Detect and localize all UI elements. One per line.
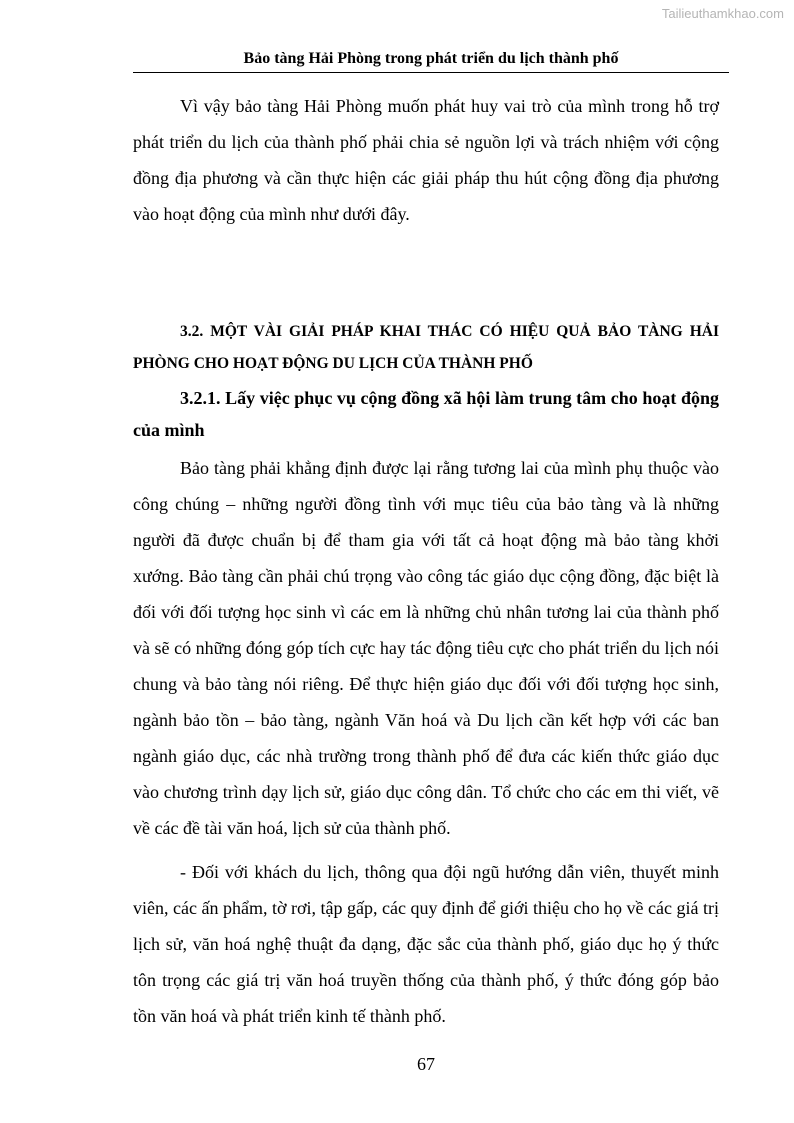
page-content [133,88,719,1034]
subsection-heading: 3.2.1. Lấy việc phục vụ cộng đồng xã hội làm trung tâm cho hoạt động của mình [133,388,719,440]
body-paragraph: Vì vậy bảo tàng Hải Phòng muốn phát huy vai trò của mình trong hỗ trợ phát triển du lịch của thành phố phải chia sẻ nguồn lợi và trách nhiệm với cộng đồng địa phương và cần thực hiện các giải pháp thu hút cộng đồng địa phương vào hoạt động của mình như dưới đây. [133,96,719,224]
body-paragraph-bullet: - Đối với khách du lịch, thông qua đội ngũ hướng dẫn viên, thuyết minh viên, các ấn phẩm, tờ rơi, tập gấp, các quy định để giới thiệu cho họ về các giá trị lịch sử, văn hoá nghệ thuật đa dạng, đặc sắc của thành phố, giáo dục họ ý thức tôn trọng các giá trị văn hoá truyền thống của thành phố, ý thức đóng góp bảo tồn văn hoá và phát triển kinh tế thành phố. [133,862,719,1026]
watermark: Tailieuthamkhao.com [661,6,784,21]
header-rule [133,72,729,73]
body-paragraph: Bảo tàng phải khẳng định được lại rằng tương lai của mình phụ thuộc vào công chúng – những người đồng tình với mục tiêu của bảo tàng và là những người đã được chuẩn bị để tham gia với tất cả hoạt động mà bảo tàng khởi xướng. Bảo tàng cần phải chú trọng vào công tác giáo dục cộng đồng, đặc biệt là đối với đối tượng học sinh vì các em là những chủ nhân tương lai của thành phố và sẽ có những đóng góp tích cực hay tác động tiêu cực cho phát triển du lịch nói chung và bảo tàng nói riêng. Để thực hiện giáo dục đối với đối tượng học sinh, ngành bảo tồn – bảo tàng, ngành Văn hoá và Du lịch cần kết hợp với các ban ngành giáo dục, các nhà trường trong thành phố để đưa các kiến thức giáo dục vào chương trình dạy lịch sử, giáo dục công dân. Tổ chức cho các em thi viết, vẽ về các đề tài văn hoá, lịch sử của thành phố. [133,458,719,838]
section-heading: 3.2. MỘT VÀI GIẢI PHÁP KHAI THÁC CÓ HIỆU QUẢ BẢO TÀNG HẢI PHÒNG CHO HOẠT ĐỘNG DU LỊCH CỦA THÀNH PHỐ [133,323,719,372]
page-number: 67 [417,1054,435,1074]
running-header: Bảo tàng Hải Phòng trong phát triển du lịch thành phố [243,50,619,67]
